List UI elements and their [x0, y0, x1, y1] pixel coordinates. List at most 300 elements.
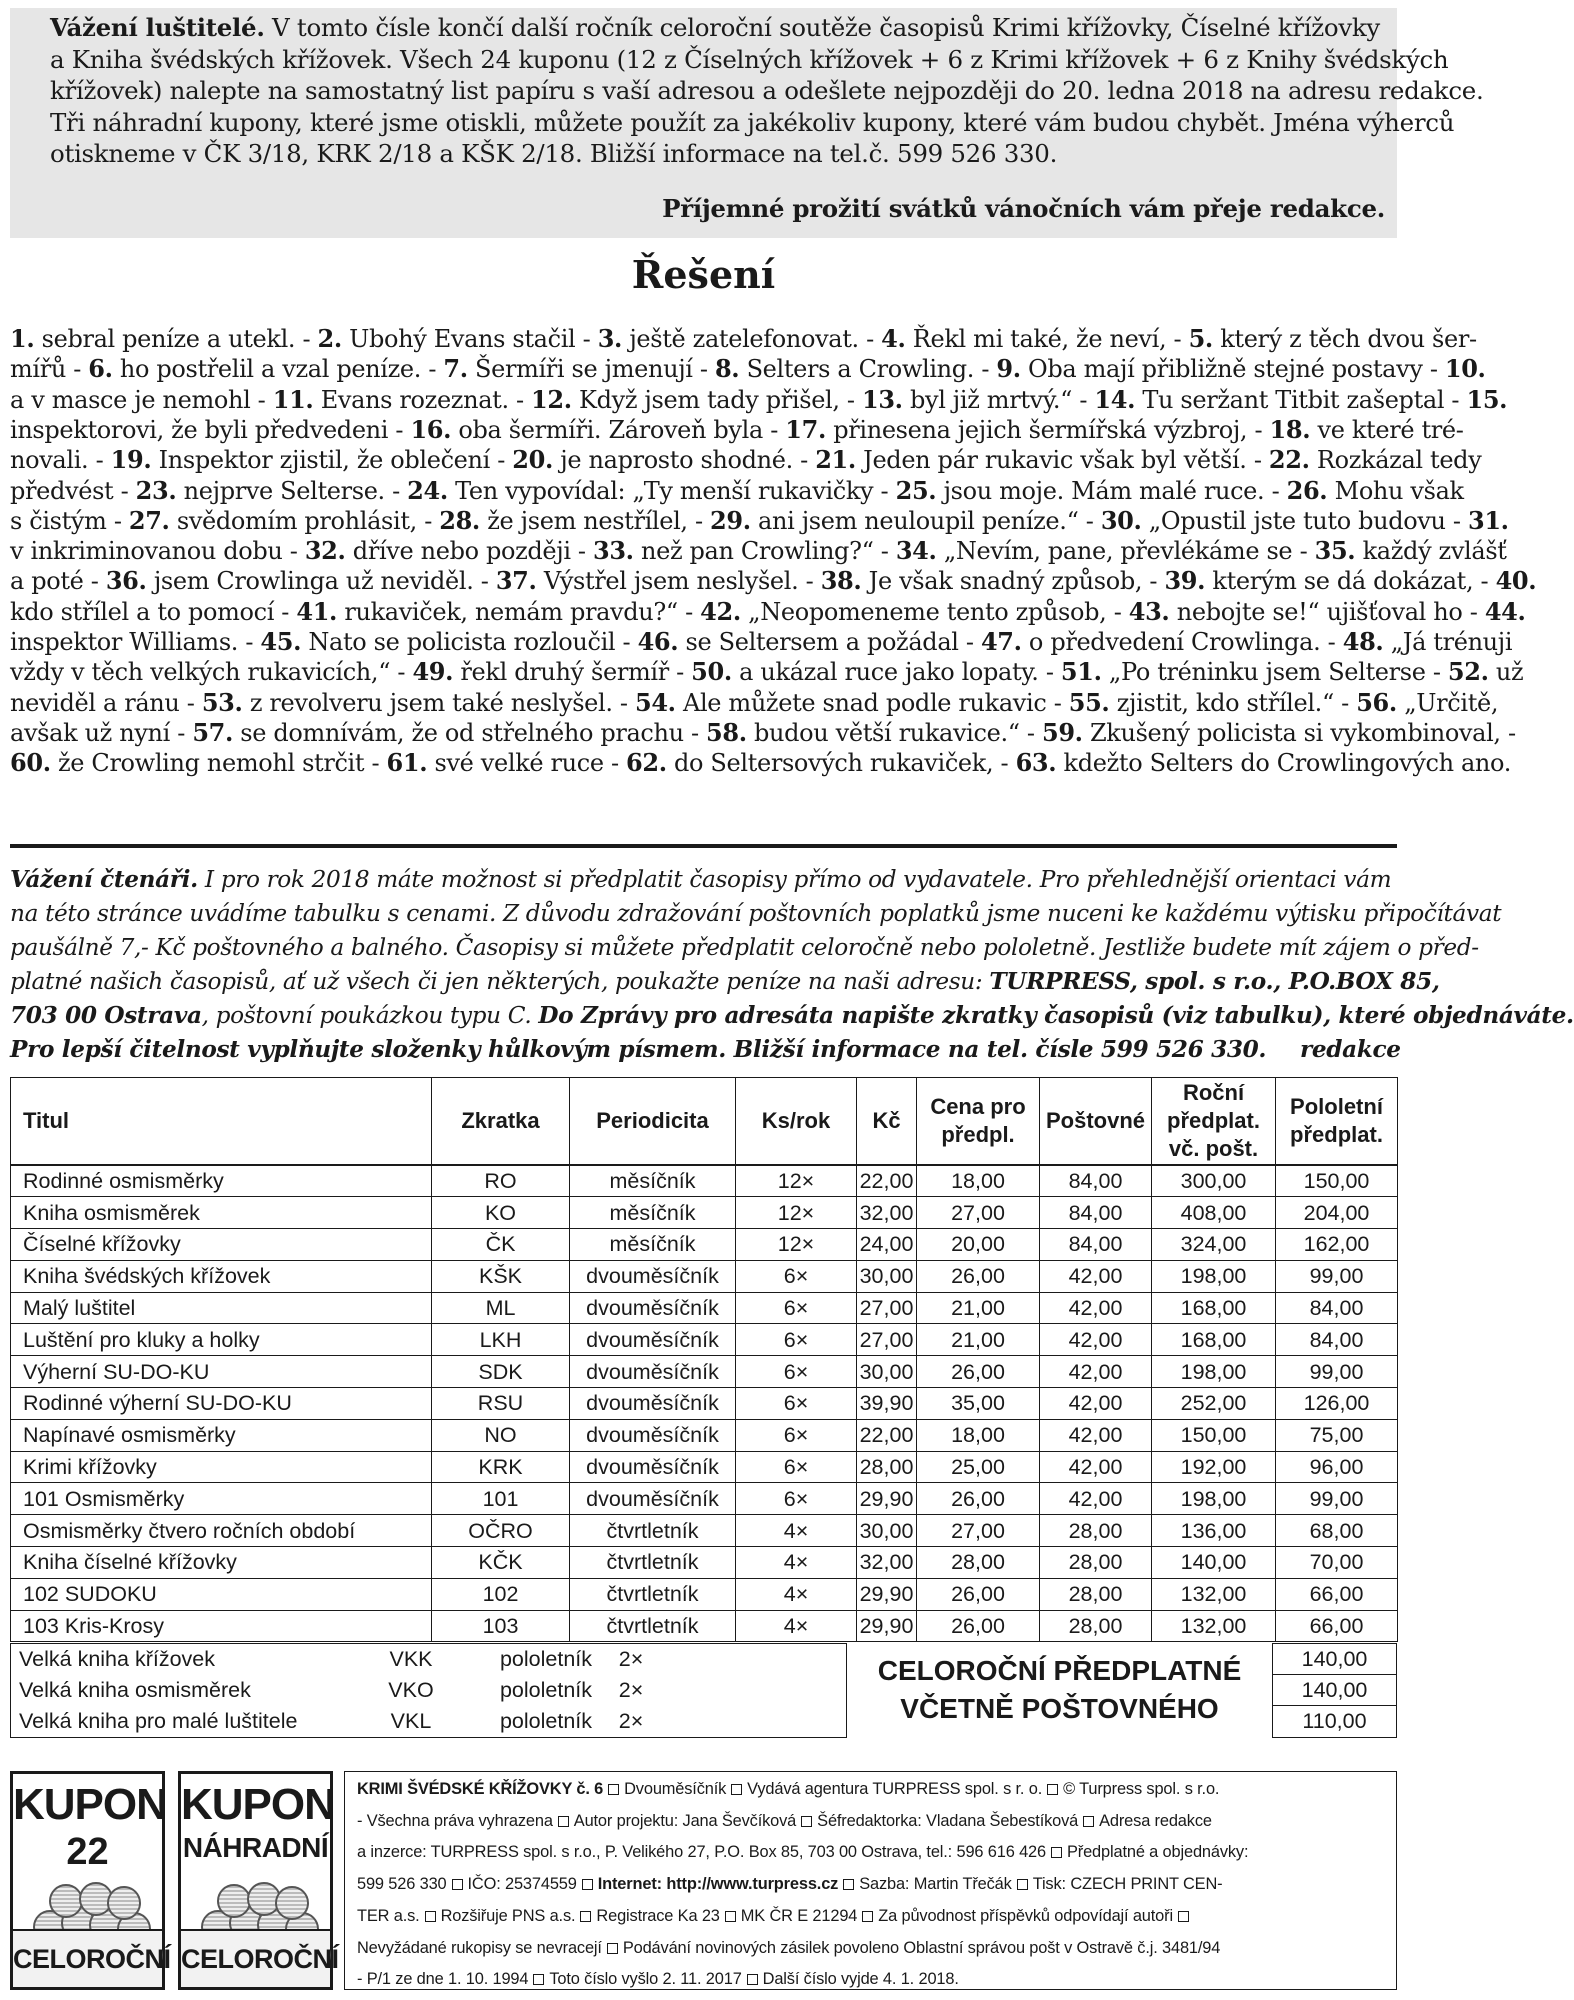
table-cell: 12×	[736, 1229, 857, 1261]
table-cell: 102	[432, 1578, 570, 1610]
text-run: 6.	[88, 354, 113, 384]
text-run: Ale můžete snad podle rukavic -	[675, 688, 1069, 717]
text-run: 58.	[706, 717, 747, 747]
table-cell: RSU	[432, 1388, 570, 1420]
table-cell: 103 Kris-Krosy	[11, 1610, 432, 1642]
text-run: „Opustil jste tuto budovu -	[1141, 506, 1468, 535]
table-cell: čtvrtletník	[570, 1515, 736, 1547]
text-run: oba šermíři. Zároveň byla -	[451, 415, 786, 444]
solution-line	[10, 444, 1482, 476]
table-cell: 66,00	[1276, 1610, 1398, 1642]
table-cell: 25,00	[917, 1451, 1040, 1483]
imprint-text: Internet: http://www.turpress.cz	[597, 1875, 839, 1894]
table-cell: 28,00	[857, 1451, 917, 1483]
table-cell: VKO	[388, 1678, 434, 1702]
table-cell: 26,00	[917, 1610, 1040, 1642]
text-run: jsou moje. Mám malé ruce. -	[936, 476, 1287, 505]
table-cell: 26,00	[917, 1578, 1040, 1610]
table-cell: 20,00	[917, 1229, 1040, 1261]
table-row	[11, 1644, 846, 1675]
imprint-text: TER a.s.	[357, 1906, 420, 1925]
table-cell: 6×	[736, 1260, 857, 1292]
table-cell: čtvrtletník	[570, 1610, 736, 1642]
table-cell: 2×	[618, 1678, 644, 1702]
coin-icon	[49, 1884, 83, 1918]
table-cell: 18,00	[917, 1419, 1040, 1451]
text-run: předvést -	[10, 476, 136, 505]
text-run: Je však snadný způsob, -	[861, 567, 1165, 596]
table-cell: 22,00	[857, 1419, 917, 1451]
coupon-22[interactable]	[10, 1771, 171, 1990]
table-cell: 300,00	[1152, 1165, 1276, 1197]
table-cell: 32,00	[857, 1197, 917, 1229]
table-cell: pololetník	[499, 1678, 593, 1702]
solution-line	[10, 565, 1537, 597]
text-run: 44.	[1484, 596, 1526, 626]
text-run: kterým se dá dokázat, -	[1205, 567, 1496, 596]
table-cell: 29,90	[857, 1578, 917, 1610]
table-cell: Osmisměrky čtvero ročních období	[11, 1515, 432, 1547]
text-run: „Já trénuji	[1383, 628, 1513, 656]
notice-line	[50, 75, 1484, 107]
text-run: 54.	[634, 687, 676, 717]
price-table-wrap	[10, 1077, 1398, 1642]
table-row	[11, 1515, 1398, 1547]
text-run: 10.	[1444, 354, 1486, 384]
table-cell: Číselné křížovky	[11, 1229, 432, 1261]
table-cell: 75,00	[1276, 1419, 1398, 1451]
table-row	[11, 1675, 846, 1706]
imprint-line	[357, 1964, 1396, 1996]
text-run: 21.	[815, 445, 856, 475]
table-cell: 28,00	[1040, 1578, 1152, 1610]
table-cell: ML	[432, 1292, 570, 1324]
notice-text: křížovek) nalepte na samostatný list papíru s vaší adresou a odešlete nejpozději do 20. ledna 2018 na adresu redakce.	[50, 76, 1484, 105]
text-run: 11.	[272, 384, 314, 414]
half-year-prices	[1272, 1643, 1397, 1738]
text-run: Řekl mi také, že neví, -	[905, 325, 1189, 353]
table-row	[11, 1610, 1398, 1642]
table-cell: čtvrtletník	[570, 1578, 736, 1610]
square-bullet-icon	[607, 1943, 618, 1954]
table-cell: Rodinné osmisměrky	[11, 1165, 432, 1197]
text-run: se Seltersem a požádal -	[678, 628, 981, 656]
text-run: 16.	[410, 414, 452, 444]
text-run: 32.	[304, 536, 346, 566]
text-run: kdo střílel a to pomocí -	[10, 597, 297, 626]
table-cell: Kniha číselné křížovky	[11, 1547, 432, 1579]
coin-icon	[107, 1886, 141, 1920]
text-run: 56.	[1356, 687, 1397, 717]
table-cell: 27,00	[917, 1515, 1040, 1547]
imprint-text: Za původnost příspěvků odpovídají autoři	[878, 1906, 1173, 1925]
square-bullet-icon	[862, 1911, 873, 1922]
text-run: 50.	[691, 657, 732, 687]
text-run: je naprosto shodné. -	[553, 446, 816, 475]
table-cell: 168,00	[1152, 1324, 1276, 1356]
text-run: 42.	[700, 596, 741, 626]
coupon-title: KUPON	[181, 1780, 335, 1829]
square-bullet-icon	[801, 1816, 812, 1827]
table-cell: 30,00	[857, 1260, 917, 1292]
text-run: Oba mají přibližně stejné postavy -	[1020, 355, 1445, 384]
column-header: Poštovné	[1040, 1078, 1152, 1165]
column-header: Titul	[11, 1078, 432, 1165]
table-cell: 24,00	[857, 1229, 917, 1261]
annual-subscription-line1: CELOROČNÍ PŘEDPLATNÉ	[877, 1655, 1242, 1686]
notice-lead: Vážení luštitelé.	[50, 13, 265, 42]
price-cell: 140,00	[1273, 1644, 1396, 1675]
table-row	[11, 1388, 1398, 1420]
text-run: své velké ruce -	[427, 749, 627, 778]
column-header: Periodicita	[570, 1078, 736, 1165]
square-bullet-icon	[1051, 1847, 1062, 1858]
text-run: se domnívám, že od střelného prachu -	[233, 718, 707, 747]
note-line	[10, 1000, 1574, 1031]
table-cell: dvouměsíčník	[570, 1324, 736, 1356]
text-run: Mohu však	[1327, 476, 1464, 505]
text-run: paušálně 7,- Kč poštovného a balného. Časopisy si můžete předplatit celoročně nebo pololetně. Jestliže budete mít zájem o před-	[10, 934, 1479, 961]
text-run: přinesena jejich šermířská výzbroj, -	[825, 415, 1270, 444]
text-run: 60.	[10, 748, 51, 778]
table-cell: 96,00	[1276, 1451, 1398, 1483]
note-line	[10, 1034, 1400, 1065]
annual-subscription-line2: VČETNĚ POŠTOVNÉHO	[900, 1693, 1219, 1724]
table-cell: 6×	[736, 1292, 857, 1324]
note-line	[10, 898, 1502, 929]
table-cell: dvouměsíčník	[570, 1419, 736, 1451]
text-run: 1.	[10, 324, 35, 353]
column-header: Ks/rok	[736, 1078, 857, 1165]
text-run: Ubohý Evans stačil -	[341, 325, 598, 353]
table-cell: dvouměsíčník	[570, 1260, 736, 1292]
text-run: 41.	[296, 596, 338, 626]
text-run: 28.	[439, 505, 480, 535]
table-cell: ČK	[432, 1229, 570, 1261]
table-cell: Kniha švédských křížovek	[11, 1260, 432, 1292]
solution-line	[10, 414, 1464, 446]
table-cell: 99,00	[1276, 1356, 1398, 1388]
table-cell: 4×	[736, 1547, 857, 1579]
imprint-text: 599 526 330	[357, 1875, 447, 1894]
text-run: inspektor Williams. -	[10, 628, 261, 656]
coupon-footer: CELOROČNÍ	[181, 1929, 330, 1987]
text-run: 39.	[1164, 566, 1206, 596]
table-row	[11, 1356, 1398, 1388]
text-run: 37.	[495, 566, 537, 596]
text-run: neviděl a ránu -	[10, 688, 202, 717]
imprint-line	[357, 1933, 1396, 1965]
text-run: Nato se policista rozloučil -	[301, 628, 638, 656]
text-run: 3.	[597, 324, 623, 353]
table-cell: 30,00	[857, 1356, 917, 1388]
imprint-text: Adresa redakce	[1099, 1811, 1212, 1830]
imprint-text: Nevyžádané rukopisy se nevracejí	[357, 1938, 602, 1957]
half-year-table	[10, 1643, 847, 1738]
table-cell: 204,00	[1276, 1197, 1398, 1229]
table-cell: RO	[432, 1165, 570, 1197]
text-run: 36.	[105, 566, 147, 596]
table-cell: dvouměsíčník	[570, 1292, 736, 1324]
table-cell: 28,00	[1040, 1610, 1152, 1642]
text-run: do Seltersových rukaviček, -	[666, 749, 1016, 778]
text-run: svědomím prohlásit, -	[169, 506, 440, 535]
table-cell: 198,00	[1152, 1356, 1276, 1388]
text-run: 57.	[192, 717, 234, 747]
text-run: 17.	[785, 414, 826, 444]
table-cell: 21,00	[917, 1292, 1040, 1324]
text-run: novali. -	[10, 446, 111, 475]
text-run: kdežto Selters do Crowlingových ano.	[1056, 749, 1511, 778]
imprint-text: Toto číslo vyšlo 2. 11. 2017	[549, 1970, 742, 1989]
table-cell: dvouměsíčník	[570, 1356, 736, 1388]
table-cell: 29,90	[857, 1483, 917, 1515]
square-bullet-icon	[452, 1879, 463, 1890]
solution-line	[10, 747, 1511, 779]
table-cell: VKK	[389, 1647, 433, 1671]
table-cell: 28,00	[1040, 1515, 1152, 1547]
table-cell: 198,00	[1152, 1260, 1276, 1292]
table-cell: 27,00	[857, 1324, 917, 1356]
text-run: 45.	[260, 627, 302, 656]
notice-line	[50, 107, 1455, 139]
notice-text: V tomto čísle končí další ročník celoroční soutěže časopisů Krimi křížovky, Číselné křížovky	[264, 13, 1380, 42]
text-run: Výstřel jsem neslyšel. -	[536, 567, 821, 596]
solution-line	[10, 505, 1509, 537]
table-row	[11, 1197, 1398, 1229]
coin-icon	[275, 1886, 309, 1920]
text-run: že jsem nestřílel, -	[479, 506, 711, 535]
square-bullet-icon	[533, 1974, 544, 1985]
imprint-text: - Všechna práva vyhrazena	[357, 1811, 553, 1830]
price-cell: 140,00	[1273, 1675, 1396, 1706]
text-run: Selters a Crowling. -	[739, 355, 997, 384]
table-cell: 2×	[618, 1647, 644, 1671]
text-run: Inspektor zjistil, že oblečení -	[151, 446, 513, 475]
imprint-text: IČO: 25374559	[467, 1875, 577, 1894]
text-run: 9.	[996, 354, 1021, 384]
text-run: Šermíři se jmenují -	[467, 355, 715, 384]
text-run: 63.	[1015, 748, 1057, 778]
text-run: Jeden pár rukavic však byl větší. -	[855, 446, 1269, 475]
table-cell: 26,00	[917, 1483, 1040, 1515]
table-cell: 42,00	[1040, 1356, 1152, 1388]
table-cell: 4×	[736, 1578, 857, 1610]
table-cell: 150,00	[1152, 1419, 1276, 1451]
table-cell: Napínavé osmisměrky	[11, 1419, 432, 1451]
table-cell: 84,00	[1040, 1165, 1152, 1197]
table-row	[11, 1292, 1398, 1324]
table-cell: 42,00	[1040, 1451, 1152, 1483]
solution-line	[10, 687, 1499, 719]
table-cell: 324,00	[1152, 1229, 1276, 1261]
text-run: řekl druhý šermíř -	[453, 658, 692, 687]
table-cell: měsíčník	[570, 1165, 736, 1197]
text-run: „Nevím, pane, převlékáme se -	[936, 537, 1315, 566]
square-bullet-icon	[582, 1879, 593, 1890]
solution-line	[10, 323, 1477, 355]
text-run: 55.	[1068, 687, 1110, 717]
table-row	[11, 1706, 846, 1737]
text-run: „Po tréninku jsem Selterse -	[1101, 658, 1448, 687]
text-run: Ten vypovídal: „Ty menší rukavičky -	[447, 476, 896, 505]
text-run: rukaviček, nemám pravdu?“ -	[337, 597, 701, 626]
text-run: 24.	[407, 475, 448, 505]
table-cell: LKH	[432, 1324, 570, 1356]
text-run: 15.	[1466, 384, 1508, 414]
table-cell: 192,00	[1152, 1451, 1276, 1483]
solution-title: Řešení	[631, 252, 776, 297]
imprint-text: Dvouměsíčník	[624, 1780, 727, 1798]
coupon-title: KUPON	[13, 1780, 167, 1829]
text-run: „Určitě,	[1396, 688, 1499, 717]
text-run: 18.	[1269, 414, 1311, 444]
column-header: Kč	[857, 1078, 917, 1165]
table-cell: 6×	[736, 1419, 857, 1451]
notice-line	[50, 44, 1449, 76]
table-row	[11, 1260, 1398, 1292]
imprint-line	[357, 1837, 1396, 1869]
table-cell: 29,90	[857, 1610, 917, 1642]
text-run: a v masce je nemohl -	[10, 385, 273, 414]
table-cell: 103	[432, 1610, 570, 1642]
coupon-replacement[interactable]	[178, 1771, 339, 1990]
table-row	[11, 1165, 1398, 1197]
imprint-line	[357, 1869, 1396, 1901]
text-run: ani jsem neuloupil peníze.“ -	[750, 506, 1101, 535]
solution-line	[10, 384, 1508, 416]
imprint-text: Podávání novinových zásilek povoleno Oblastní správou pošt v Ostravě č.j. 3481/94	[622, 1938, 1221, 1957]
text-run: 30.	[1100, 505, 1142, 535]
price-table	[10, 1077, 1398, 1642]
text-run: o předvedení Crowlinga. -	[1021, 628, 1343, 656]
text-run: budou větší rukavice.“ -	[746, 718, 1042, 747]
text-run: 29.	[710, 505, 751, 535]
table-cell: 126,00	[1276, 1388, 1398, 1420]
square-bullet-icon	[608, 1784, 619, 1795]
table-cell: 252,00	[1152, 1388, 1276, 1420]
table-cell: 4×	[736, 1515, 857, 1547]
imprint-text: - P/1 ze dne 1. 10. 1994	[357, 1970, 529, 1989]
text-run: ho postřelil a vzal peníze. -	[112, 355, 444, 384]
coupon-number: 22	[66, 1831, 109, 1873]
text-run: 14.	[1094, 384, 1136, 414]
text-run: I pro rok 2018 máte možnost si předplatit časopisy přímo od vydavatele. Pro přehlednější orientaci vám	[197, 866, 1392, 893]
solution-line	[10, 535, 1507, 567]
table-cell: KRK	[432, 1451, 570, 1483]
text-run: 62.	[626, 748, 667, 778]
text-run: 8.	[714, 354, 740, 384]
text-run: 33.	[592, 536, 634, 566]
table-cell: 101	[432, 1483, 570, 1515]
table-cell: 84,00	[1276, 1292, 1398, 1324]
notice-text: otiskneme v ČK 3/18, KRK 2/18 a KŠK 2/18. Bližší informace na tel.č. 599 526 330.	[50, 139, 1058, 168]
notice-text: a Kniha švédských křížovek. Všech 24 kuponu (12 z Číselných křížovek + 6 z Krimi křížovek + 6 z Knihy švédských	[50, 44, 1449, 74]
square-bullet-icon	[425, 1911, 436, 1922]
table-cell: 32,00	[857, 1547, 917, 1579]
imprint-text: Další číslo vyjde 4. 1. 2018.	[762, 1970, 959, 1989]
text-run: Když jsem tady přišel, -	[571, 385, 862, 414]
table-cell: Kniha osmisměrek	[11, 1197, 432, 1229]
text-run: na této stránce uvádíme tabulku s cenami. Z důvodu zdražování poštovních poplatků jsme nuceni ke každému výtisku připočítávat	[10, 900, 1502, 927]
table-row	[11, 1578, 1398, 1610]
coupon-number: NÁHRADNÍ	[182, 1832, 329, 1863]
imprint-text: KRIMI ŠVÉDSKÉ KŘÍŽOVKY č. 6	[357, 1780, 604, 1798]
table-cell: 6×	[736, 1356, 857, 1388]
text-run: 46.	[637, 627, 679, 656]
table-cell: měsíčník	[570, 1229, 736, 1261]
table-cell: dvouměsíčník	[570, 1388, 736, 1420]
text-run: 2.	[317, 324, 342, 353]
table-cell: 26,00	[917, 1356, 1040, 1388]
table-cell: KO	[432, 1197, 570, 1229]
table-cell: čtvrtletník	[570, 1547, 736, 1579]
table-cell: 68,00	[1276, 1515, 1398, 1547]
table-cell: 26,00	[917, 1260, 1040, 1292]
table-cell: 84,00	[1040, 1229, 1152, 1261]
text-run: 31.	[1467, 505, 1509, 535]
table-cell: 21,00	[917, 1324, 1040, 1356]
table-cell: 99,00	[1276, 1260, 1398, 1292]
text-run: TURPRESS, spol. s r.o., P.O.BOX 85,	[989, 968, 1440, 995]
text-run: nebojte se!“ ujišťoval ho -	[1169, 597, 1485, 626]
table-cell: 27,00	[857, 1292, 917, 1324]
text-run: z revolveru jsem také neslyšel. -	[242, 688, 635, 717]
text-run: než pan Crowling?“ -	[633, 537, 896, 566]
text-run: dříve nebo později -	[345, 537, 593, 566]
text-run: ještě zatelefonovat. -	[622, 325, 882, 353]
text-run: 43.	[1128, 596, 1170, 626]
text-run: 48.	[1342, 627, 1384, 656]
notice-text: Tři náhradní kupony, které jsme otiskli, můžete použít za jakékoliv kupony, které vám budou chybět. Jména výherců	[50, 107, 1455, 137]
text-run: zjistit, kdo střílel.“ -	[1109, 688, 1357, 717]
text-run: 27.	[128, 505, 170, 535]
table-cell: 42,00	[1040, 1324, 1152, 1356]
table-cell: dvouměsíčník	[570, 1483, 736, 1515]
table-row	[11, 1451, 1398, 1483]
table-cell: 42,00	[1040, 1419, 1152, 1451]
text-run: Rozkázal tedy	[1309, 446, 1482, 475]
table-cell: 99,00	[1276, 1483, 1398, 1515]
imprint-text: Šéfredaktorka: Vladana Šebestíková	[817, 1811, 1079, 1830]
table-cell: Rodinné výherní SU-DO-KU	[11, 1388, 432, 1420]
table-cell: Výherní SU-DO-KU	[11, 1356, 432, 1388]
note-signature: redakce	[1300, 1036, 1401, 1063]
text-run: že Crowling nemohl strčit -	[50, 749, 387, 778]
square-bullet-icon	[558, 1816, 569, 1827]
table-cell: 6×	[736, 1388, 857, 1420]
table-cell: 42,00	[1040, 1483, 1152, 1515]
table-cell: SDK	[432, 1356, 570, 1388]
imprint-line	[357, 1774, 1396, 1806]
table-cell: pololetník	[499, 1709, 593, 1733]
table-cell: měsíčník	[570, 1197, 736, 1229]
text-run: Tu seržant Titbit zašeptal -	[1135, 385, 1467, 414]
table-cell: OČRO	[432, 1515, 570, 1547]
text-run: 35.	[1314, 536, 1356, 566]
solution-line	[10, 353, 1486, 385]
text-run: v inkriminovanou dobu -	[10, 537, 305, 566]
text-run: s čistým -	[10, 506, 129, 535]
text-run: 51.	[1060, 657, 1102, 687]
text-run: nejprve Selterse. -	[176, 476, 408, 505]
table-cell: 198,00	[1152, 1483, 1276, 1515]
text-run: každý zvlášť	[1355, 537, 1507, 566]
square-bullet-icon	[1083, 1816, 1094, 1827]
text-run: už	[1488, 658, 1524, 687]
table-cell: 42,00	[1040, 1388, 1152, 1420]
table-row	[11, 1324, 1398, 1356]
